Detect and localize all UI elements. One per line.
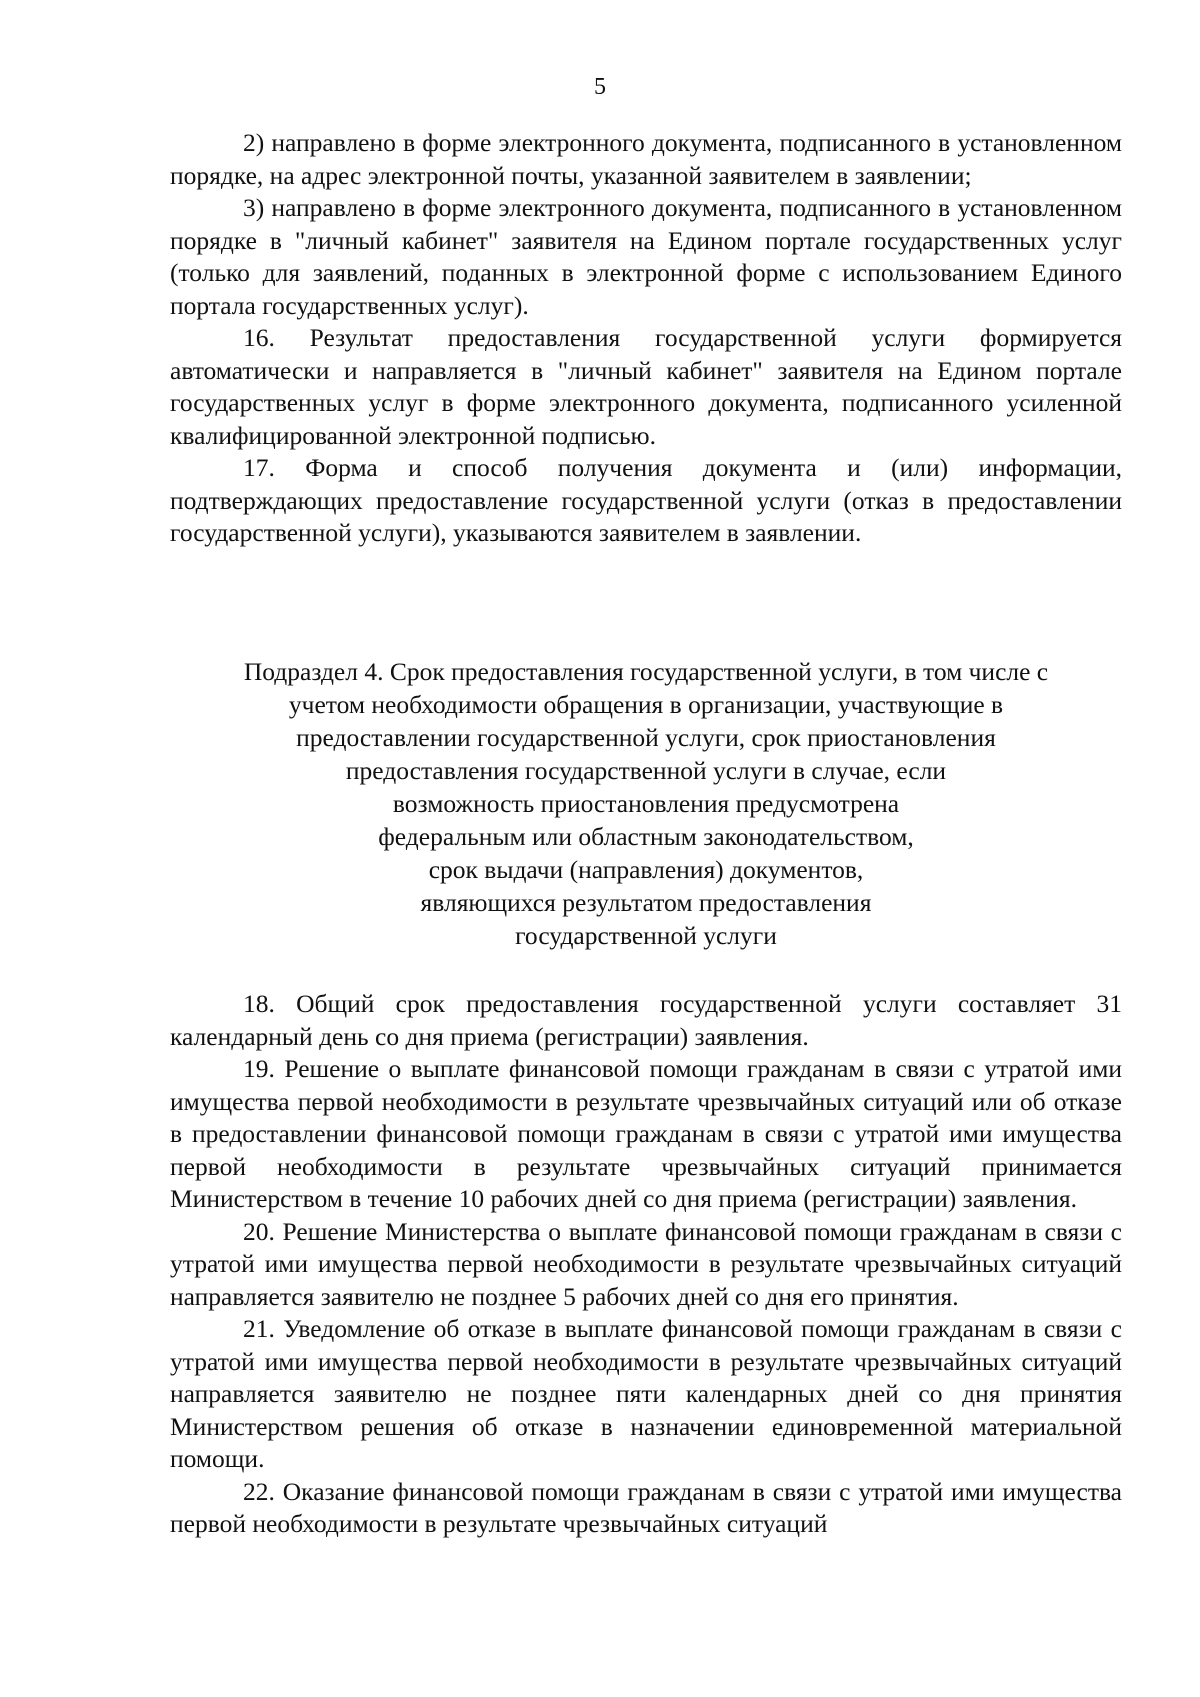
paragraph-20: 20. Решение Министерства о выплате финансовой помощи гражданам в связи с утратой ими имущества первой необходимости в результате чрезвычайных ситуаций направляется заявителю не позднее 5 рабочих дней со дня его принятия. [170,1216,1122,1311]
heading-line: срок выдачи (направления) документов, [428,855,864,884]
paragraph-item-2: 2) направлено в форме электронного документа, подписанного в установленном порядке, на адрес электронной почты, указанной заявителем в заявлении; [170,128,1122,190]
paragraph-17: 17. Форма и способ получения документа и (или) информации, подтверждающих предоставление государственной услуги (отказ в предоставлении государственной услуги), указываются заявителем в заявлении. [170,453,1122,547]
heading-line: предоставлении государственной услуги, срок приостановления [296,723,996,752]
heading-line: Подраздел 4. Срок предоставления государственной услуги, в том числе с [243,657,1049,686]
paragraph-21: 21. Уведомление об отказе в выплате финансовой помощи гражданам в связи с утратой ими имущества первой необходимости в результате чрезвычайных ситуаций направляется заявителю не позднее пяти календарных дней со дня принятия Министерством решения об отказе в назначении единовременной материальной помощи. [170,1314,1122,1473]
paragraph-18: 18. Общий срок предоставления государственной услуги составляет 31 календарный день со дня приема (регистрации) заявления. [170,989,1122,1051]
page-number: 5 [594,74,606,100]
heading-line: учетом необходимости обращения в организации, участвующие в [288,690,1004,719]
paragraph-16: 16. Результат предоставления государственной услуги формируется автоматически и направляется в "личный кабинет" заявителя на Едином портале государственных услуг в форме электронного документа, подписанного усиленной квалифицированной электронной подписью. [170,323,1122,450]
paragraph-block-bottom [170,988,1122,1541]
paragraph-item-3: 3) направлено в форме электронного документа, подписанного в установленном порядке в "личный кабинет" заявителя на Едином портале государственных услуг (только для заявлений, поданных в электронной форме с использованием Единого портала государственных услуг). [170,193,1122,320]
paragraph-19: 19. Решение о выплате финансовой помощи гражданам в связи с утратой ими имущества первой необходимости в результате чрезвычайных ситуаций или об отказе в предоставлении финансовой помощи гражданам в связи с утратой ими имущества первой необходимости в результате чрезвычайных ситуаций принимается Министерством в течение 10 рабочих дней со дня приема (регистрации) заявления. [170,1054,1122,1213]
heading-line: федеральным или областным законодательством, [378,822,914,851]
subsection-4-heading [150,655,1142,952]
heading-line: государственной услуги [515,921,777,950]
paragraph-22: 22. Оказание финансовой помощи гражданам в связи с утратой ими имущества первой необходимости в результате чрезвычайных ситуаций [170,1476,1122,1538]
paragraph-block-top [170,127,1122,550]
heading-line: предоставления государственной услуги в случае, если [345,756,947,785]
heading-line: возможность приостановления предусмотрена [392,789,900,818]
heading-line: являющихся результатом предоставления [420,888,872,917]
